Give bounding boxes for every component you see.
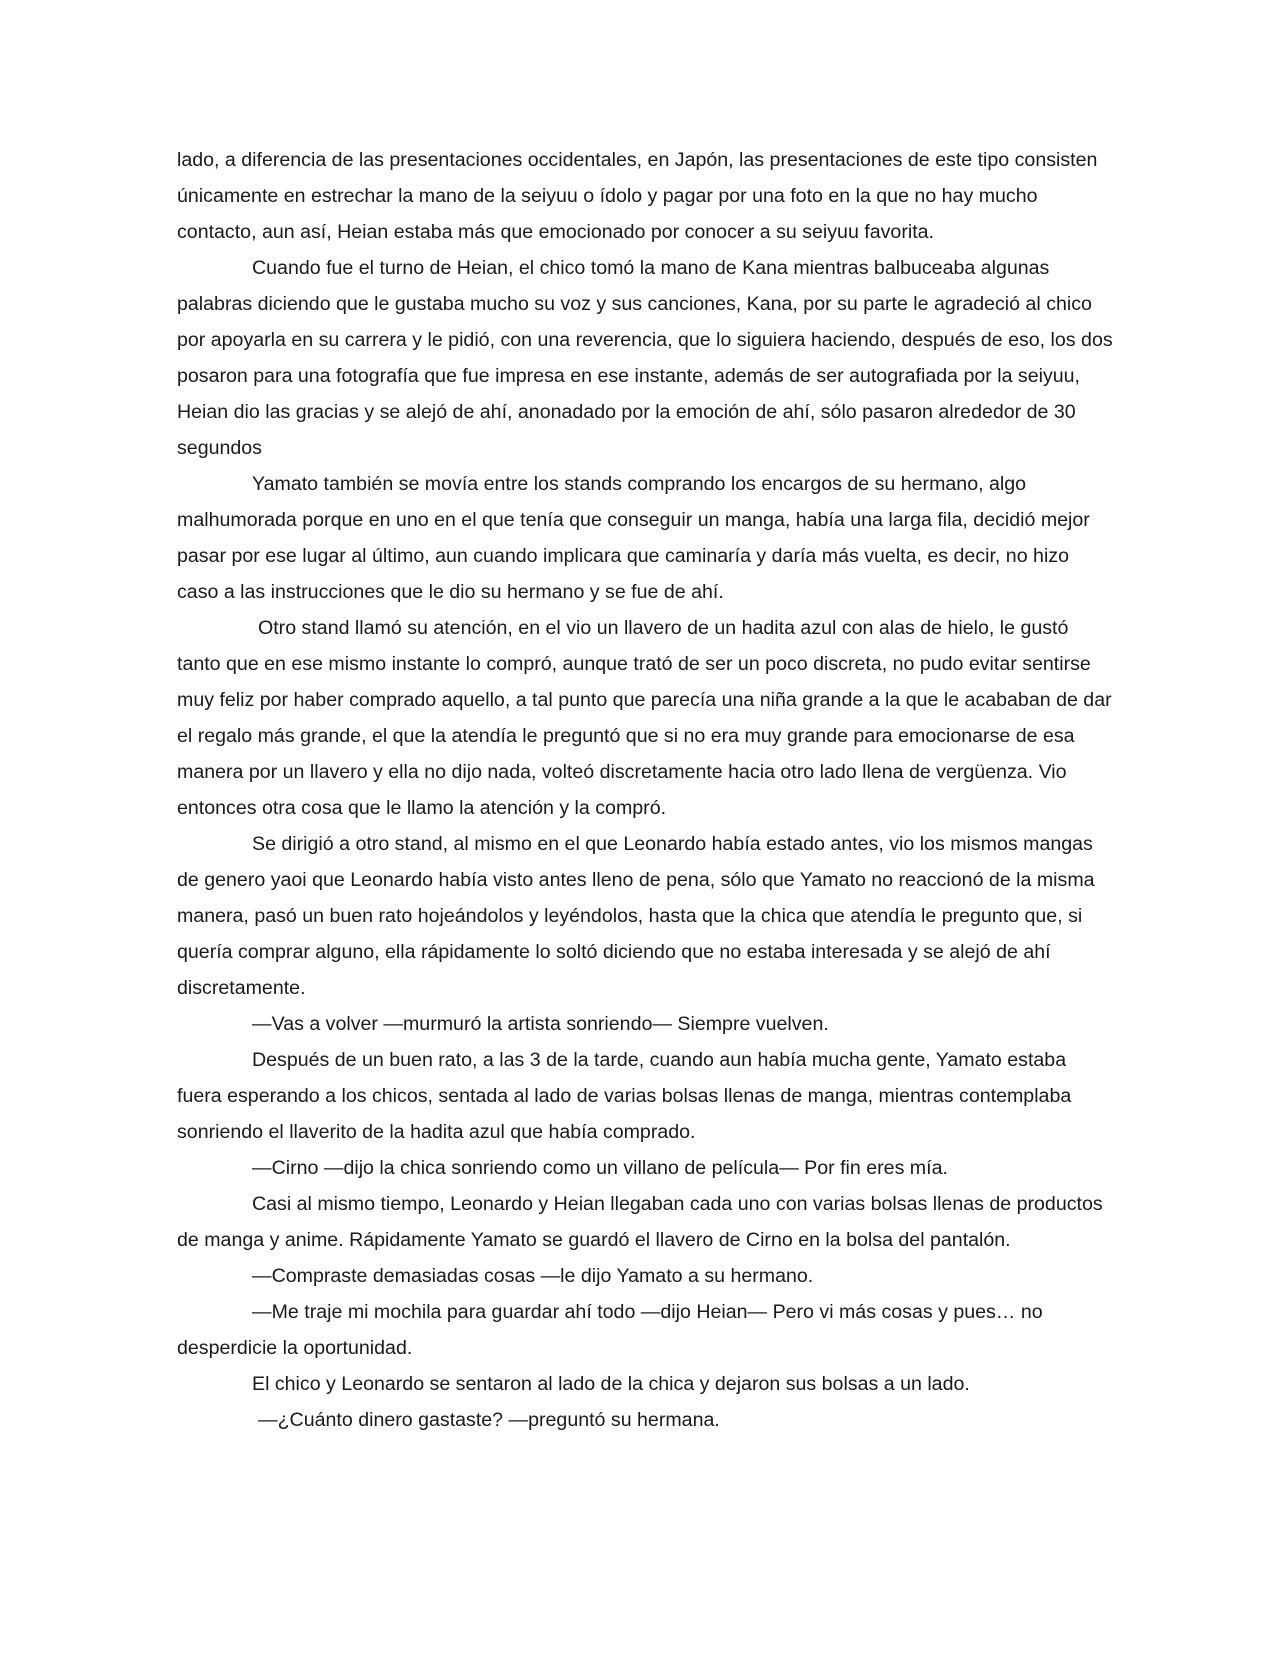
body-text xyxy=(177,142,1115,1438)
dialogue-line-2: —Cirno —dijo la chica sonriendo como un villano de película— Por fin eres mía. xyxy=(252,1157,948,1179)
paragraph-7: Casi al mismo tiempo, Leonardo y Heian llegaban cada uno con varias bolsas llenas de productos de manga y anime. Rápidamente Yamato se guardó el llavero de Cirno en la bolsa del pantalón. xyxy=(177,1193,1103,1251)
paragraph-1: lado, a diferencia de las presentaciones occidentales, en Japón, las presentaciones de este tipo consisten únicamente en estrechar la mano de la seiyuu o ídolo y pagar por una foto en la que no hay mucho contacto, aun así, Heian estaba más que emocionado por conocer a su seiyuu favorita. xyxy=(177,149,1098,243)
dialogue-line-3: —Compraste demasiadas cosas —le dijo Yamato a su hermano. xyxy=(252,1265,814,1287)
paragraph-8: El chico y Leonardo se sentaron al lado de la chica y dejaron sus bolsas a un lado. xyxy=(252,1373,970,1395)
paragraph-4: Otro stand llamó su atención, en el vio un llavero de un hadita azul con alas de hielo, le gustó tanto que en ese mismo instante lo compró, aunque trató de ser un poco discreta, no pudo evitar sentirse muy feliz por haber comprado aquello, a tal punto que parecía una niña grande a la que le acababan de dar el regalo más grande, el que la atendía le preguntó que si no era muy grande para emocionarse de esa manera por un llavero y ella no dijo nada, volteó discretamente hacia otro lado llena de vergüenza. Vio entonces otra cosa que le llamo la atención y la compró. xyxy=(177,617,1112,819)
paragraph-2: Cuando fue el turno de Heian, el chico tomó la mano de Kana mientras balbuceaba algunas palabras diciendo que le gustaba mucho su voz y sus canciones, Kana, por su parte le agradeció al chico por apoyarla en su carrera y le pidió, con una reverencia, que lo siguiera haciendo, después de eso, los dos posaron para una fotografía que fue impresa en ese instante, además de ser autografiada por la seiyuu, Heian dio las gracias y se alejó de ahí, anonadado por la emoción de ahí, sólo pasaron alrededor de 30 segundos xyxy=(177,257,1113,459)
paragraph-3: Yamato también se movía entre los stands comprando los encargos de su hermano, algo malhumorada porque en uno en el que tenía que conseguir un manga, había una larga fila, decidió mejor pasar por ese lugar al último, aun cuando implicara que caminaría y daría más vuelta, es decir, no hizo caso a las instrucciones que le dio su hermano y se fue de ahí. xyxy=(177,473,1090,603)
paragraph-5: Se dirigió a otro stand, al mismo en el que Leonardo había estado antes, vio los mismos mangas de genero yaoi que Leonardo había visto antes lleno de pena, sólo que Yamato no reaccionó de la misma manera, pasó un buen rato hojeándolos y leyéndolos, hasta que la chica que atendía le pregunto que, si quería comprar alguno, ella rápidamente lo soltó diciendo que no estaba interesada y se alejó de ahí discretamente. xyxy=(177,833,1095,999)
dialogue-line-1: —Vas a volver —murmuró la artista sonriendo— Siempre vuelven. xyxy=(252,1013,829,1035)
dialogue-line-4: —Me traje mi mochila para guardar ahí todo —dijo Heian— Pero vi más cosas y pues… no desperdicie la oportunidad. xyxy=(177,1301,1043,1359)
paragraph-6: Después de un buen rato, a las 3 de la tarde, cuando aun había mucha gente, Yamato estaba fuera esperando a los chicos, sentada al lado de varias bolsas llenas de manga, mientras contemplaba sonriendo el llaverito de la hadita azul que había comprado. xyxy=(177,1049,1072,1143)
dialogue-line-5: —¿Cuánto dinero gastaste? —preguntó su hermana. xyxy=(258,1409,720,1431)
